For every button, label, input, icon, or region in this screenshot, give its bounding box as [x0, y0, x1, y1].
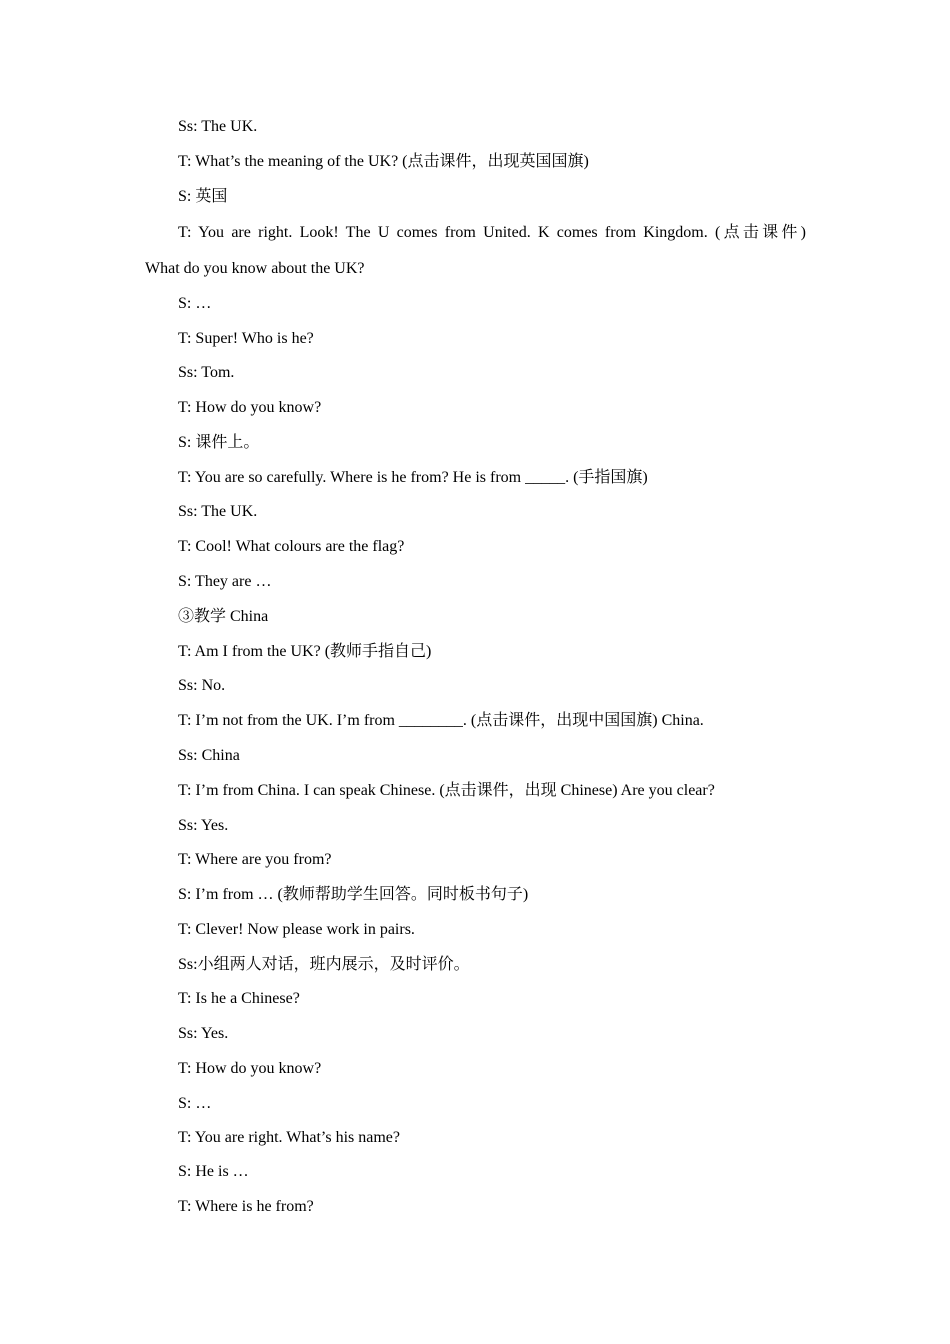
dialogue-line: S: 课件上。	[178, 434, 260, 451]
dialogue-line: S: They are …	[178, 573, 272, 590]
dialogue-line: T: Clever! Now please work in pairs.	[178, 921, 415, 938]
dialogue-line: Ss: China	[178, 747, 240, 764]
dialogue-line: S: I’m from … (教师帮助学生回答。同时板书句子)	[178, 886, 529, 903]
dialogue-line: Ss: The UK.	[178, 503, 258, 520]
dialogue-line: Ss: Yes.	[178, 817, 229, 834]
dialogue-line: T: Am I from the UK? (教师手指自己)	[178, 643, 432, 660]
dialogue-line: Ss: Yes.	[178, 1025, 229, 1042]
dialogue-line: T: You are so carefully. Where is he from? He is from _____. (手指国旗)	[178, 469, 648, 486]
dialogue-line: T: How do you know?	[178, 1060, 322, 1077]
dialogue-line: T: You are right. What’s his name?	[178, 1129, 400, 1146]
dialogue-line: T: What’s the meaning of the UK? (点击课件，出现英国国旗)	[178, 153, 589, 170]
dialogue-line: T: I’m not from the UK. I’m from ________. (点击课件，出现中国国旗) China.	[178, 712, 704, 729]
dialogue-line: S: He is …	[178, 1163, 249, 1180]
dialogue-line-continuation: What do you know about the UK?	[145, 260, 365, 277]
dialogue-line: S: 英国	[178, 188, 228, 205]
dialogue-line: T: Cool! What colours are the flag?	[178, 538, 405, 555]
dialogue-line: T: You are right. Look! The U comes from United. K comes from Kingdom. (点击课件)	[178, 224, 806, 241]
dialogue-line: T: Where is he from?	[178, 1198, 314, 1215]
dialogue-line: Ss: No.	[178, 677, 226, 694]
dialogue-line: T: Super! Who is he?	[178, 330, 314, 347]
dialogue-line: S: …	[178, 295, 212, 312]
dialogue-line: T: How do you know?	[178, 399, 322, 416]
dialogue-line: T: I’m from China. I can speak Chinese. (点击课件，出现 Chinese) Are you clear?	[178, 782, 715, 799]
dialogue-line: T: Is he a Chinese?	[178, 990, 300, 1007]
dialogue-line: Ss: Tom.	[178, 364, 235, 381]
dialogue-line: Ss:小组两人对话，班内展示，及时评价。	[178, 956, 470, 973]
dialogue-line: T: Where are you from?	[178, 851, 332, 868]
dialogue-line: Ss: The UK.	[178, 118, 258, 135]
dialogue-line: S: …	[178, 1095, 212, 1112]
section-heading: ③教学 China	[178, 608, 269, 625]
